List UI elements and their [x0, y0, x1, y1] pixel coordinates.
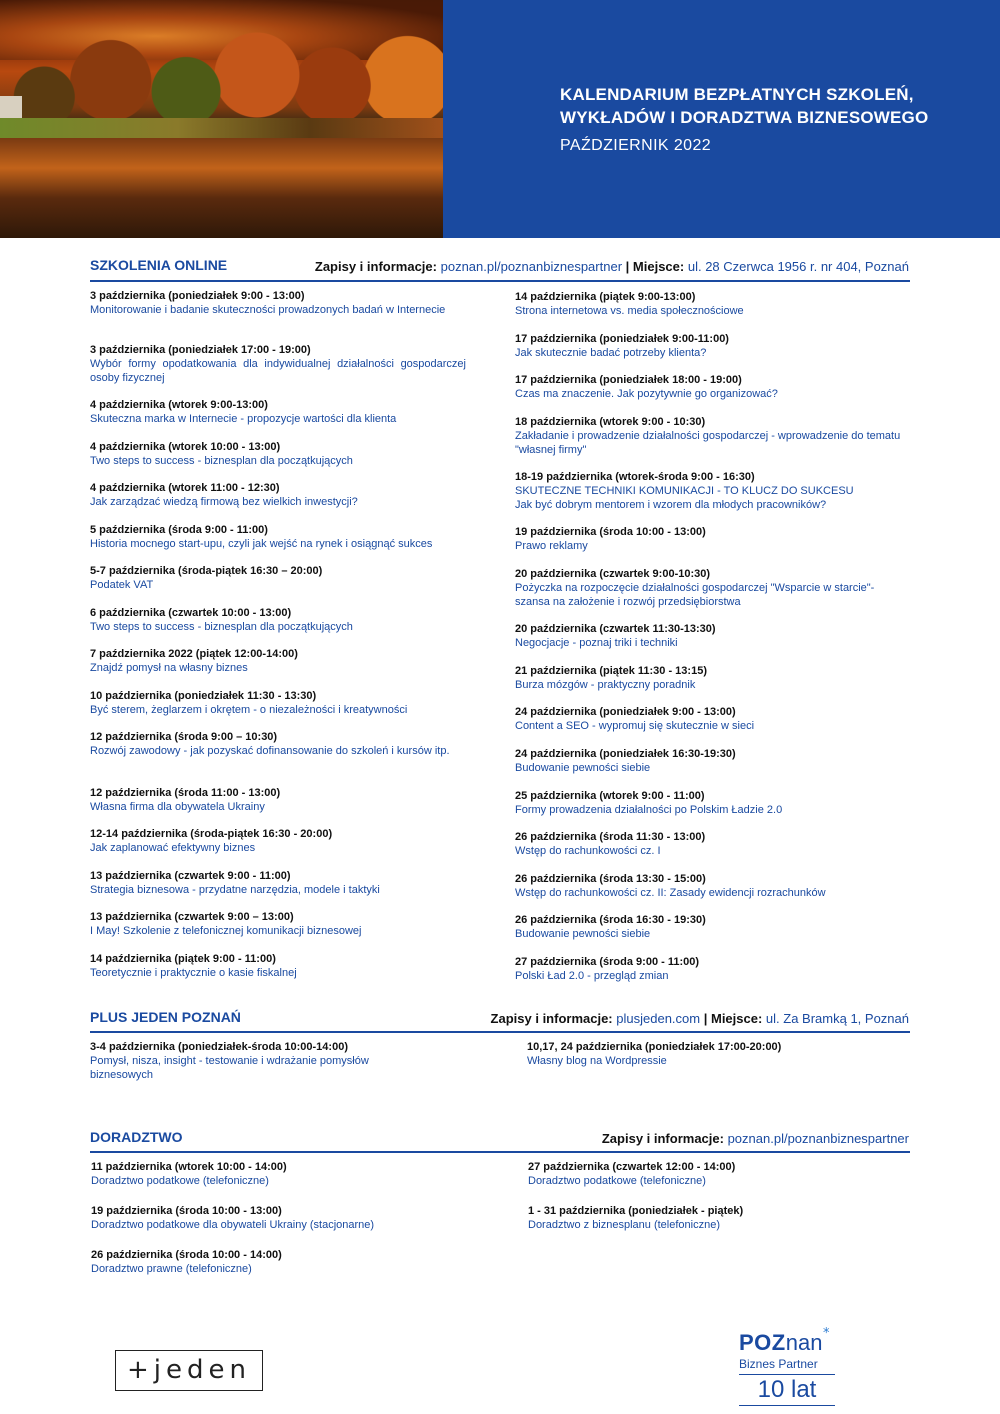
- event-item: [515, 747, 910, 775]
- event-item: [90, 827, 466, 855]
- event-item: [515, 290, 910, 318]
- place-value: ul. 28 Czerwca 1956 r. nr 404, Poznań: [687, 259, 909, 274]
- plus-jeden-logo: +jeden: [115, 1350, 263, 1391]
- section-title-plus-jeden: PLUS JEDEN POZNAŃ: [90, 1009, 241, 1025]
- poznan-logo-wordmark: POZnan: [739, 1330, 823, 1355]
- event-date: 14 października (piątek 9:00-13:00): [515, 291, 696, 303]
- poznan-star-icon: *: [823, 1326, 830, 1341]
- event-item: [515, 373, 910, 401]
- page-title-line2: WYKŁADÓW I DORADZTWA BIZNESOWEGO: [560, 108, 929, 127]
- event-item: [90, 440, 466, 468]
- info-label: Zapisy i informacje:: [601, 1131, 724, 1146]
- event-title[interactable]: Własna firma dla obywatela Ukrainy: [90, 801, 265, 813]
- event-title[interactable]: Budowanie pewności siebie: [515, 928, 651, 940]
- event-title[interactable]: Doradztwo podatkowe (telefoniczne): [528, 1175, 706, 1187]
- event-title[interactable]: Rozwój zawodowy - jak pozyskać dofinansowanie do szkoleń i kursów itp.: [90, 745, 450, 757]
- section-divider: [90, 280, 910, 282]
- event-title[interactable]: Jak skutecznie badać potrzeby klienta?: [515, 347, 707, 359]
- event-item: [515, 525, 910, 553]
- event-date: 5-7 października (środa-piątek 16:30 – 20:00): [90, 565, 323, 577]
- event-date: 7 października 2022 (piątek 12:00-14:00): [90, 648, 298, 660]
- event-title[interactable]: Własny blog na Wordpressie: [527, 1055, 667, 1067]
- event-date: 10,17, 24 października (poniedziałek 17:00-20:00): [527, 1041, 782, 1053]
- info-separator: |: [625, 259, 630, 274]
- event-title[interactable]: Teoretycznie i praktycznie o kasie fiskalnej: [90, 967, 297, 979]
- event-title[interactable]: Strategia biznesowa - przydatne narzędzia, modele i taktyki: [90, 884, 380, 896]
- event-title[interactable]: Formy prowadzenia działalności po Polskim Ładzie 2.0: [515, 804, 783, 816]
- event-title[interactable]: Burza mózgów - praktyczny poradnik: [515, 679, 696, 691]
- event-item: [91, 1248, 491, 1276]
- event-title[interactable]: Budowanie pewności siebie: [515, 762, 651, 774]
- event-title[interactable]: I May! Szkolenie z telefonicznej komunikacji biznesowej: [90, 925, 362, 937]
- event-title[interactable]: Negocjacje - poznaj triki i techniki: [515, 637, 678, 649]
- event-item: [90, 606, 466, 634]
- event-item: [515, 830, 910, 858]
- event-date: 14 października (piątek 9:00 - 11:00): [90, 953, 276, 965]
- event-item: [90, 689, 466, 717]
- event-item: [90, 343, 466, 385]
- event-date: 1 - 31 października (poniedziałek - piątek): [528, 1205, 744, 1217]
- event-item: [527, 1040, 910, 1068]
- event-item: [515, 705, 910, 733]
- event-date: 3-4 października (poniedziałek-środa 10:00-14:00): [90, 1041, 348, 1053]
- event-title[interactable]: Polski Ład 2.0 - przegląd zmian: [515, 970, 669, 982]
- event-date: 19 października (środa 10:00 - 13:00): [91, 1205, 282, 1217]
- event-item: [90, 910, 466, 938]
- section-divider: [90, 1151, 910, 1153]
- info-link[interactable]: poznan.pl/poznanbiznespartner: [727, 1131, 909, 1146]
- event-item: [515, 955, 910, 983]
- event-item: [515, 664, 910, 692]
- event-item: [90, 869, 466, 897]
- event-item: [528, 1204, 910, 1232]
- event-title-secondary[interactable]: Jak być dobrym mentorem i wzorem dla młodych pracowników?: [515, 499, 827, 511]
- event-item: [90, 398, 466, 426]
- page-title-line1: KALENDARIUM BEZPŁATNYCH SZKOLEŃ,: [560, 85, 914, 104]
- event-item: [515, 567, 910, 609]
- place-value: ul. Za Bramką 1, Poznań: [765, 1011, 909, 1026]
- event-date: 3 października (poniedziałek 9:00 - 13:00): [90, 290, 305, 302]
- event-date: 4 października (wtorek 9:00-13:00): [90, 399, 268, 411]
- event-date: 24 października (poniedziałek 9:00 - 13:00): [515, 706, 736, 718]
- event-date: 12-14 października (środa-piątek 16:30 - 20:00): [90, 828, 333, 840]
- event-date: 27 października (środa 9:00 - 11:00): [515, 956, 700, 968]
- place-label: Miejsce:: [632, 259, 685, 274]
- event-date: 27 października (czwartek 12:00 - 14:00): [528, 1161, 736, 1173]
- event-title[interactable]: Wstęp do rachunkowości cz. I: [515, 845, 661, 857]
- event-title[interactable]: Strona internetowa vs. media społecznościowe: [515, 305, 744, 317]
- event-item: [91, 1160, 491, 1188]
- info-label: Zapisy i informacje:: [314, 259, 437, 274]
- section-info-doradztwo: [602, 1131, 909, 1146]
- event-item: [90, 481, 466, 509]
- info-link[interactable]: plusjeden.com: [616, 1011, 701, 1026]
- header-photo-autumn-lake: [0, 0, 443, 238]
- event-item: [515, 622, 910, 650]
- event-title[interactable]: Wstęp do rachunkowości cz. II: Zasady ewidencji rozrachunków: [515, 887, 826, 899]
- event-item: [515, 789, 910, 817]
- event-title[interactable]: Prawo reklamy: [515, 540, 588, 552]
- event-title[interactable]: Pomysł, nisza, insight - testowanie i wdrażanie pomysłów biznesowych: [90, 1055, 369, 1081]
- section-title-doradztwo: DORADZTWO: [90, 1129, 183, 1145]
- page-title: [560, 83, 980, 129]
- event-title[interactable]: Historia mocnego start-upu, czyli jak wejść na rynek i osiągnąć sukces: [90, 538, 433, 550]
- event-date: 20 października (czwartek 11:30-13:30): [515, 623, 716, 635]
- event-item: [90, 952, 466, 980]
- event-item: [515, 470, 910, 512]
- event-item: [90, 289, 466, 317]
- event-date: 26 października (środa 16:30 - 19:30): [515, 914, 706, 926]
- event-title[interactable]: Doradztwo podatkowe dla obywateli Ukrainy (stacjonarne): [91, 1219, 375, 1231]
- event-item: [515, 913, 910, 941]
- event-title[interactable]: Być sterem, żeglarzem i okrętem - o niezależności i kreatywności: [90, 704, 408, 716]
- event-date: 13 października (czwartek 9:00 – 13:00): [90, 911, 294, 923]
- event-date: 4 października (wtorek 10:00 - 13:00): [90, 441, 281, 453]
- event-date: 6 października (czwartek 10:00 - 13:00): [90, 607, 292, 619]
- event-title[interactable]: Content a SEO - wypromuj się skutecznie w sieci: [515, 720, 755, 732]
- event-title[interactable]: Skuteczna marka w Internecie - propozycje wartości dla klienta: [90, 413, 397, 425]
- event-date: 25 października (wtorek 9:00 - 11:00): [515, 790, 705, 802]
- event-date: 20 października (czwartek 9:00-10:30): [515, 568, 711, 580]
- event-item: [90, 523, 466, 551]
- place-label: Miejsce:: [710, 1011, 763, 1026]
- event-item: [515, 872, 910, 900]
- info-label: Zapisy i informacje:: [490, 1011, 613, 1026]
- event-title[interactable]: Zakładanie i prowadzenie działalności gospodarczej - wprowadzenie do tematu "własnej firmy": [515, 430, 901, 456]
- event-date: 13 października (czwartek 9:00 - 11:00): [90, 870, 291, 882]
- event-date: 26 października (środa 13:30 - 15:00): [515, 873, 706, 885]
- info-separator: |: [703, 1011, 708, 1026]
- event-title[interactable]: Two steps to success - biznesplan dla początkujących: [90, 621, 353, 633]
- event-item: [515, 332, 910, 360]
- event-date: 19 października (środa 10:00 - 13:00): [515, 526, 706, 538]
- poznan-logo-subtitle: Biznes Partner: [739, 1357, 818, 1371]
- event-item: [90, 647, 466, 675]
- event-item: [91, 1204, 491, 1232]
- event-title[interactable]: Jak zarządzać wiedzą firmową bez wielkich inwestycji?: [90, 496, 358, 508]
- event-date: 17 października (poniedziałek 18:00 - 19:00): [515, 374, 742, 386]
- event-item: [90, 786, 466, 814]
- event-title[interactable]: Two steps to success - biznesplan dla początkujących: [90, 455, 353, 467]
- event-title[interactable]: Wybór formy opodatkowania dla indywidualnej działalności gospodarczej osoby fizycznej: [90, 358, 466, 384]
- info-link[interactable]: poznan.pl/poznanbiznespartner: [440, 259, 623, 274]
- event-date: 12 października (środa 9:00 – 10:30): [90, 731, 278, 743]
- event-date: 5 października (środa 9:00 - 11:00): [90, 524, 268, 536]
- event-date: 4 października (wtorek 11:00 - 12:30): [90, 482, 280, 494]
- event-date: 26 października (środa 11:30 - 13:00): [515, 831, 706, 843]
- event-title[interactable]: Znajdź pomysł na własny biznes: [90, 662, 248, 674]
- event-date: 24 października (poniedziałek 16:30-19:30): [515, 748, 736, 760]
- event-date: 12 października (środa 11:00 - 13:00): [90, 787, 281, 799]
- event-title[interactable]: Doradztwo podatkowe (telefoniczne): [91, 1175, 269, 1187]
- poznan-anniversary-badge: 10 lat: [739, 1374, 835, 1406]
- event-item: [90, 564, 466, 592]
- event-title[interactable]: Jak zaplanować efektywny biznes: [90, 842, 256, 854]
- event-title[interactable]: Doradztwo z biznesplanu (telefoniczne): [528, 1219, 720, 1231]
- event-date: 21 października (piątek 11:30 - 13:15): [515, 665, 707, 677]
- event-title[interactable]: Czas ma znaczenie. Jak pozytywnie go organizować?: [515, 388, 778, 400]
- section-divider: [90, 1031, 910, 1033]
- event-date: 18 października (wtorek 9:00 - 10:30): [515, 416, 706, 428]
- event-date: 18-19 października (wtorek-środa 9:00 - 16:30): [515, 471, 755, 483]
- event-item: [515, 415, 910, 457]
- event-title[interactable]: Pożyczka na rozpoczęcie działalności gospodarczej "Wsparcie w starcie"- szansa na założenie i rozwój przedsiębiorstwa: [515, 582, 875, 608]
- section-info-online: [315, 259, 909, 274]
- event-item: [90, 1040, 420, 1082]
- section-title-online: SZKOLENIA ONLINE: [90, 257, 228, 273]
- event-date: 10 października (poniedziałek 11:30 - 13:30): [90, 690, 317, 702]
- event-date: 11 października (wtorek 10:00 - 14:00): [91, 1161, 287, 1173]
- event-title[interactable]: SKUTECZNE TECHNIKI KOMUNIKACJI - TO KLUCZ DO SUKCESU: [515, 485, 854, 497]
- event-date: 26 października (środa 10:00 - 14:00): [91, 1249, 282, 1261]
- event-title[interactable]: Podatek VAT: [90, 579, 154, 591]
- section-info-plus-jeden: [491, 1011, 909, 1026]
- event-date: 17 października (poniedziałek 9:00-11:00): [515, 333, 729, 345]
- event-title[interactable]: Monitorowanie i badanie skuteczności prowadzonych badań w Internecie: [90, 304, 446, 316]
- page-subtitle-month: PAŹDZIERNIK 2022: [560, 137, 712, 154]
- event-item: [90, 730, 466, 758]
- event-date: 3 października (poniedziałek 17:00 - 19:00): [90, 344, 311, 356]
- event-title[interactable]: Doradztwo prawne (telefoniczne): [91, 1263, 252, 1275]
- event-item: [528, 1160, 910, 1188]
